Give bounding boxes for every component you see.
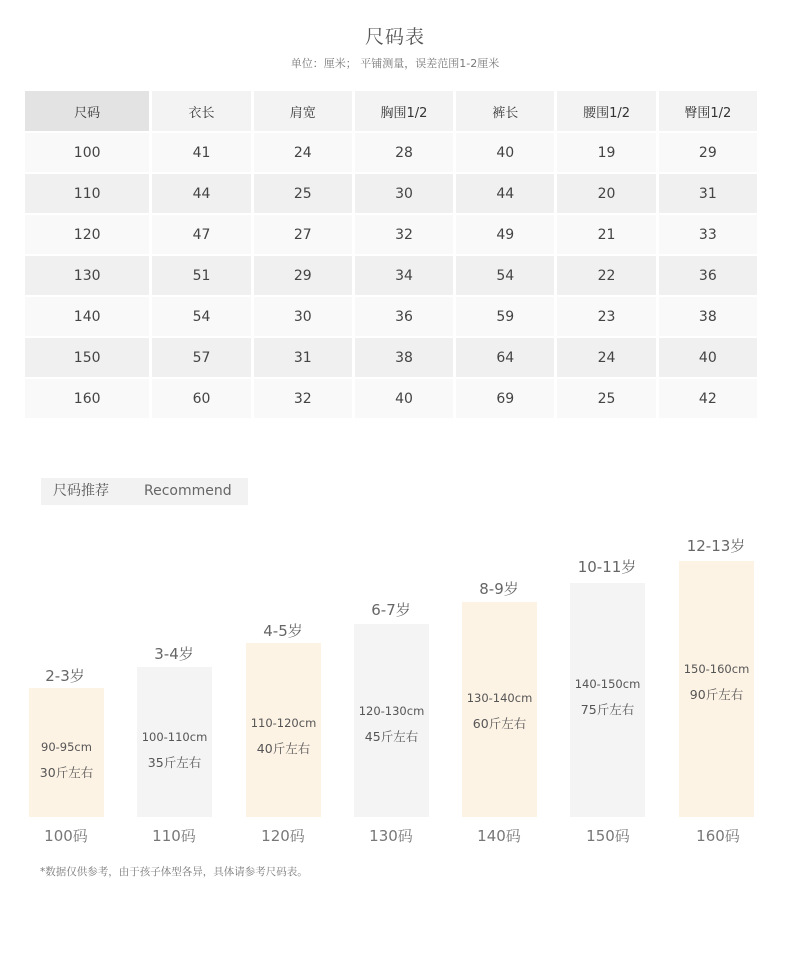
size-code: 140码	[477, 827, 521, 845]
table-cell: 33	[659, 215, 757, 254]
table-row	[25, 338, 757, 377]
size-code: 160码	[696, 827, 740, 845]
table-cell: 21	[557, 215, 655, 254]
height-range: 130-140cm	[466, 691, 533, 705]
table-cell: 24	[254, 133, 352, 172]
page-subtitle: 单位：厘米； 平铺测量，误差范围1-2厘米	[290, 57, 500, 70]
table-row	[25, 297, 757, 336]
size-table	[22, 89, 760, 420]
age-label: 3-4岁	[154, 645, 194, 663]
size-code: 150码	[586, 827, 630, 845]
table-cell: 47	[152, 215, 250, 254]
size-bar	[246, 643, 321, 817]
height-range: 150-160cm	[683, 662, 750, 676]
size-bar	[462, 602, 537, 817]
size-code: 110码	[152, 827, 196, 845]
table-cell: 23	[557, 297, 655, 336]
table-cell: 28	[355, 133, 453, 172]
table-cell: 20	[557, 174, 655, 213]
table-cell: 38	[659, 297, 757, 336]
table-cell: 25	[557, 379, 655, 418]
size-bar	[354, 624, 429, 817]
table-cell: 29	[254, 256, 352, 295]
table-cell: 25	[254, 174, 352, 213]
recommend-heading	[41, 478, 248, 505]
table-cell: 140	[25, 297, 149, 336]
table-cell: 44	[152, 174, 250, 213]
table-row	[25, 256, 757, 295]
header-shoulder: 肩宽	[254, 91, 352, 131]
header-hip: 臀围1/2	[659, 91, 757, 131]
age-label: 10-11岁	[577, 558, 637, 576]
height-range: 140-150cm	[574, 677, 641, 691]
table-cell: 38	[355, 338, 453, 377]
table-cell: 54	[152, 297, 250, 336]
disclaimer-note: *数据仅供参考，由于孩子体型各异，具体请参考尺码表。	[40, 866, 308, 878]
table-cell: 54	[456, 256, 554, 295]
age-label: 6-7岁	[371, 601, 411, 619]
table-cell: 22	[557, 256, 655, 295]
weight-range: 75斤左右	[580, 702, 635, 717]
table-cell: 130	[25, 256, 149, 295]
table-cell: 100	[25, 133, 149, 172]
table-cell: 40	[659, 338, 757, 377]
height-range: 90-95cm	[41, 740, 92, 754]
table-cell: 120	[25, 215, 149, 254]
header-length: 衣长	[152, 91, 250, 131]
table-cell: 49	[456, 215, 554, 254]
table-cell: 29	[659, 133, 757, 172]
table-row	[25, 379, 757, 418]
table-cell: 27	[254, 215, 352, 254]
table-cell: 41	[152, 133, 250, 172]
table-cell: 110	[25, 174, 149, 213]
weight-range: 35斤左右	[147, 755, 202, 770]
page-title: 尺码表	[364, 26, 425, 48]
table-cell: 60	[152, 379, 250, 418]
table-cell: 32	[355, 215, 453, 254]
size-bar	[137, 667, 212, 817]
height-range: 120-130cm	[358, 704, 425, 718]
header-size: 尺码	[25, 91, 149, 131]
weight-range: 45斤左右	[364, 729, 419, 744]
table-cell: 24	[557, 338, 655, 377]
age-label: 12-13岁	[686, 537, 746, 555]
header-pants-length: 裤长	[456, 91, 554, 131]
age-label: 8-9岁	[479, 580, 519, 598]
table-cell: 34	[355, 256, 453, 295]
table-cell: 40	[456, 133, 554, 172]
table-row	[25, 174, 757, 213]
table-row	[25, 133, 757, 172]
weight-range: 90斤左右	[689, 687, 744, 702]
size-bar	[29, 688, 104, 817]
size-code: 100码	[44, 827, 88, 845]
table-cell: 30	[254, 297, 352, 336]
table-cell: 36	[355, 297, 453, 336]
header-waist: 腰围1/2	[557, 91, 655, 131]
table-cell: 42	[659, 379, 757, 418]
weight-range: 40斤左右	[256, 741, 311, 756]
table-cell: 64	[456, 338, 554, 377]
table-cell: 31	[659, 174, 757, 213]
size-code: 130码	[369, 827, 413, 845]
table-cell: 40	[355, 379, 453, 418]
table-cell: 19	[557, 133, 655, 172]
age-label: 4-5岁	[263, 622, 303, 640]
table-cell: 36	[659, 256, 757, 295]
recommend-label-cn: 尺码推荐	[53, 483, 109, 499]
height-range: 100-110cm	[141, 730, 208, 744]
weight-range: 60斤左右	[472, 716, 527, 731]
table-cell: 30	[355, 174, 453, 213]
table-header-row	[25, 91, 757, 131]
table-cell: 160	[25, 379, 149, 418]
recommend-label-en: Recommend	[144, 483, 232, 499]
table-cell: 44	[456, 174, 554, 213]
table-row	[25, 215, 757, 254]
table-cell: 150	[25, 338, 149, 377]
table-cell: 51	[152, 256, 250, 295]
table-cell: 31	[254, 338, 352, 377]
size-bar	[570, 583, 645, 817]
table-cell: 59	[456, 297, 554, 336]
height-range: 110-120cm	[250, 716, 317, 730]
weight-range: 30斤左右	[39, 765, 94, 780]
header-chest: 胸围1/2	[355, 91, 453, 131]
table-cell: 69	[456, 379, 554, 418]
table-cell: 32	[254, 379, 352, 418]
age-label: 2-3岁	[45, 667, 85, 685]
table-cell: 57	[152, 338, 250, 377]
size-code: 120码	[261, 827, 305, 845]
size-bar	[679, 561, 754, 817]
